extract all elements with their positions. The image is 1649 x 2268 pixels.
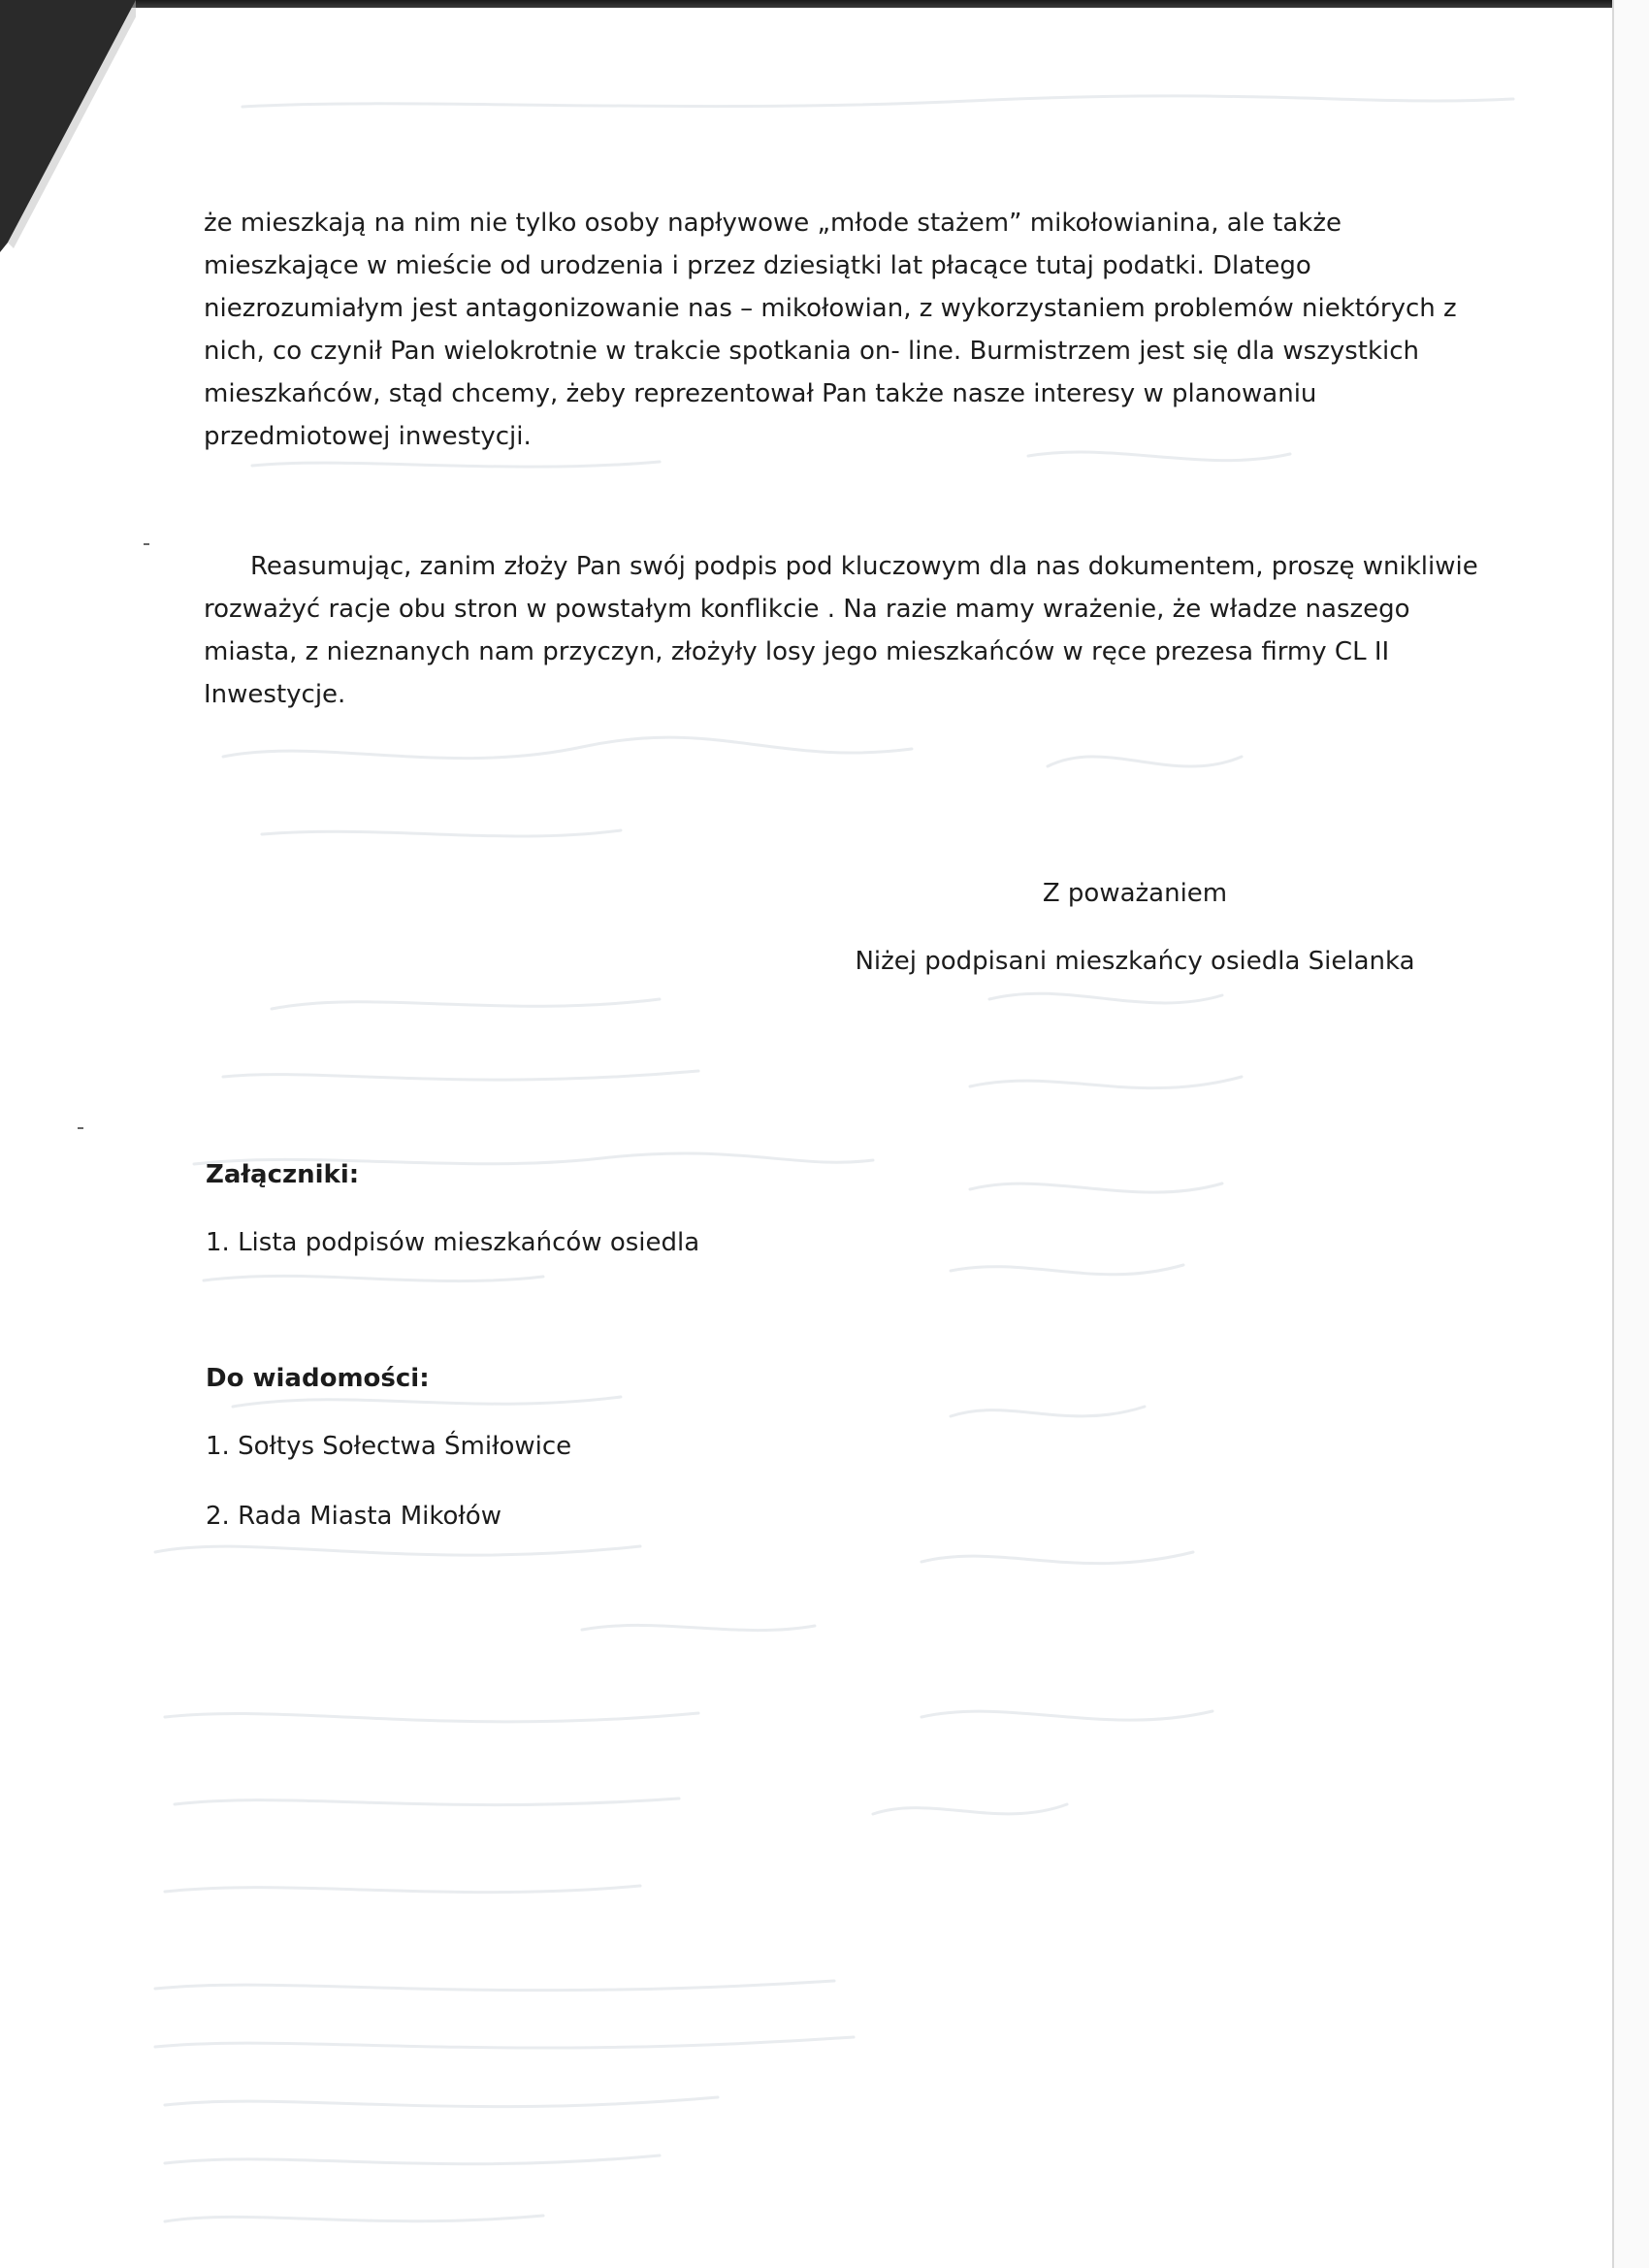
text-line: przedmiotowej inwestycji. [204, 422, 532, 451]
cc-heading: Do wiadomości: [206, 1364, 430, 1393]
text-line: Inwestycje. [204, 680, 346, 709]
cc-item: 2. Rada Miasta Mikołów [206, 1502, 501, 1531]
cc-item: 1. Sołtys Sołectwa Śmiłowice [206, 1432, 572, 1461]
text-line: że mieszkają na nim nie tylko osoby napływowe „młode stażem” mikołowianina, ale także [204, 209, 1342, 238]
attachments-heading: Załączniki: [206, 1160, 360, 1189]
paragraph-summary [204, 545, 1478, 716]
closing-regards: Z poważaniem [1042, 879, 1228, 908]
attachment-item: 1. Lista podpisów mieszkańców osiedla [206, 1228, 700, 1257]
text-line: Reasumując, zanim złoży Pan swój podpis pod kluczowym dla nas dokumentem, proszę wnikliwie [250, 552, 1478, 581]
text-line: miasta, z nieznanych nam przyczyn, złożyły losy jego mieszkańców w ręce prezesa firmy CL II [204, 637, 1390, 666]
text-line: nich, co czynił Pan wielokrotnie w trakcie spotkania on- line. Burmistrzem jest się dla wszystkich [204, 337, 1420, 366]
paragraph-residents [204, 202, 1457, 458]
closing-signatories: Niżej podpisani mieszkańcy osiedla Sielanka [855, 947, 1415, 976]
text-line: niezrozumiałym jest antagonizowanie nas – mikołowian, z wykorzystaniem problemów niektórych z [204, 294, 1457, 323]
text-line: mieszkające w mieście od urodzenia i przez dziesiątki lat płacące tutaj podatki. Dlatego [204, 251, 1311, 280]
text-line: rozważyć racje obu stron w powstałym konflikcie . Na razie mamy wrażenie, że władze naszego [204, 595, 1410, 624]
text-line: mieszkańców, stąd chcemy, żeby reprezentował Pan także nasze interesy w planowaniu [204, 379, 1317, 408]
